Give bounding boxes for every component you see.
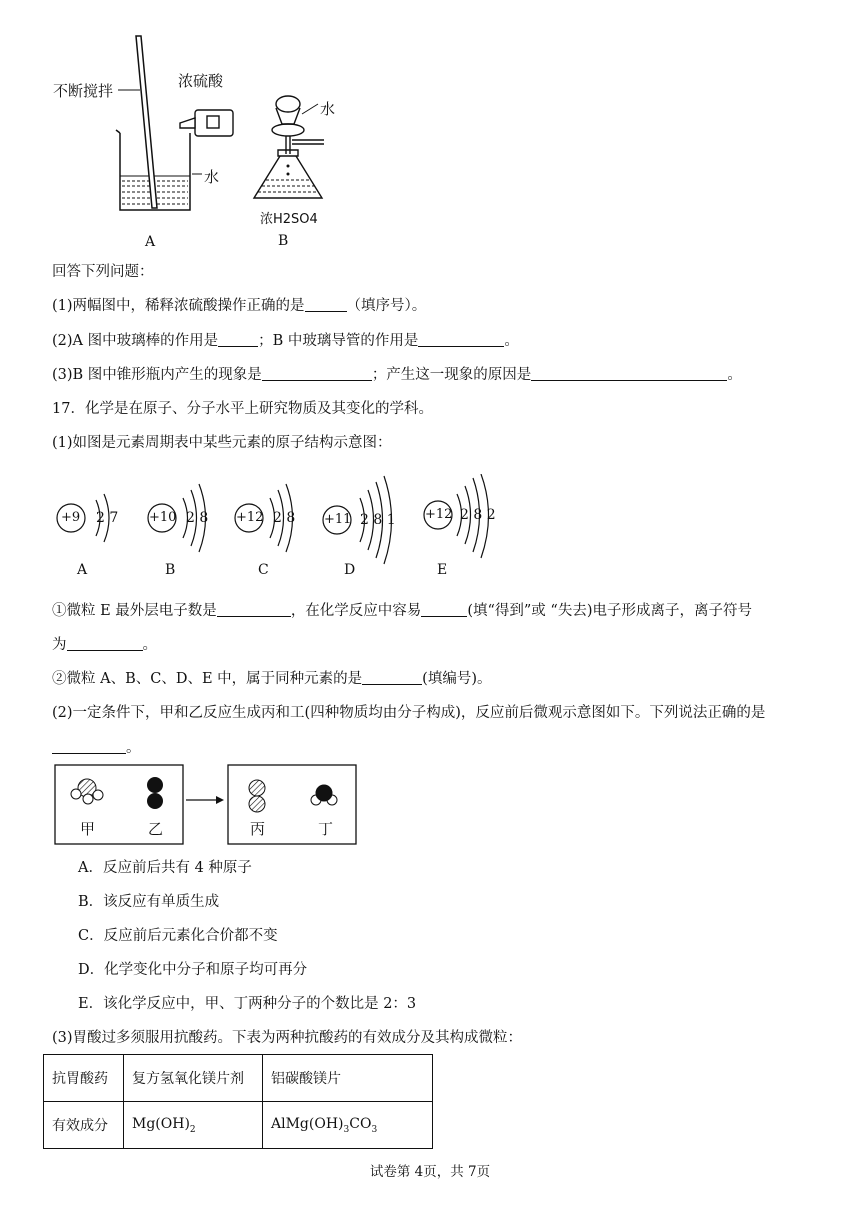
q17-sub1-text-c: (填“得到”或 “失去)电子形成离子，离子符号 <box>467 603 752 619</box>
q17-sub1-text-e: 。 <box>142 637 157 653</box>
q17-sub2 <box>52 669 491 689</box>
answer-blank <box>67 636 143 651</box>
answer-blank <box>421 602 467 617</box>
option-b: B．该反应有单质生成 <box>78 894 220 910</box>
q16-part2-text-a: (2)A 图中玻璃棒的作用是 <box>52 333 219 349</box>
table-row <box>44 1055 433 1102</box>
label-yi: 乙 <box>148 820 164 838</box>
atom-e-label: E <box>437 562 448 578</box>
table-cell: 铝碳酸镁片 <box>263 1055 433 1102</box>
page-footer: 试卷第 4页，共 7页 <box>369 1164 491 1180</box>
q17-sub1-text-d: 为 <box>52 637 67 653</box>
label-bing: 丙 <box>250 820 266 838</box>
atom-b-shells: 2 8 <box>186 510 209 526</box>
q16-part3-text-b: ；产生这一现象的原因是 <box>371 367 532 383</box>
option-d: D．化学变化中分子和原子均可再分 <box>78 962 308 978</box>
glass-rod <box>136 36 157 208</box>
antacid-table <box>43 1054 433 1149</box>
q16-part2-text-b: ；B 中玻璃导管的作用是 <box>258 333 419 349</box>
label-acid-b: 浓H2SO4 <box>260 212 318 227</box>
label-ding: 丁 <box>318 820 334 838</box>
table-cell <box>124 1102 263 1149</box>
label-acid-a: 浓硫酸 <box>178 72 224 90</box>
label-water-a: 水 <box>204 168 220 186</box>
flask-b <box>254 96 324 198</box>
atom-b-nucleus: +10 <box>149 510 177 525</box>
formula-sub: 2 <box>189 1124 196 1135</box>
acid-bottle-a <box>180 110 233 136</box>
atom-a-label: A <box>77 562 88 578</box>
q17-sub2-text-a: ②微粒 A、B、C、D、E 中，属于同种元素的是 <box>52 671 363 687</box>
caption-b: B <box>278 233 289 249</box>
q17-sub2-text-b: (填编号)。 <box>422 671 492 687</box>
molecule-yi <box>147 777 163 809</box>
atom-b-label: B <box>165 562 176 578</box>
molecule-bing <box>249 780 265 812</box>
table-cell: 有效成分 <box>44 1102 124 1149</box>
q16-intro: 回答下列问题： <box>52 264 154 280</box>
products-box <box>228 765 356 844</box>
answer-blank <box>362 670 422 685</box>
formula-almg-b: CO <box>349 1115 372 1132</box>
formula-sub: 3 <box>371 1124 378 1135</box>
q17-sub1-text-a: ①微粒 E 最外层电子数是 <box>52 603 217 619</box>
q16-part3-text-c: 。 <box>727 367 742 383</box>
answer-blank <box>217 602 291 617</box>
table-cell: 抗胃酸药 <box>44 1055 124 1102</box>
q17-part2: (2)一定条件下，甲和乙反应生成丙和工(四种物质均由分子构成)，反应前后微观示意图如下。下列说法正确的是 <box>52 705 766 721</box>
answer-blank <box>305 297 347 312</box>
q17-part2-cont <box>52 738 141 758</box>
label-stir: 不断搅拌 <box>53 82 114 100</box>
caption-a: A <box>145 234 156 250</box>
q16-part1-text-b: （填序号）。 <box>346 298 427 314</box>
answer-blank <box>52 739 126 754</box>
answer-blank <box>218 332 258 347</box>
table-row <box>44 1102 433 1149</box>
atom-c-shells: 2 8 <box>273 510 296 526</box>
flask-b-liquid <box>258 180 318 192</box>
answer-blank <box>418 332 504 347</box>
q16-part3-text-a: (3)B 图中锥形瓶内产生的现象是 <box>52 367 262 383</box>
answer-blank <box>531 366 727 381</box>
q17-part1: (1)如图是元素周期表中某些元素的原子结构示意图： <box>52 435 392 451</box>
q17-sub1-cont <box>52 635 157 655</box>
atom-d-label: D <box>344 562 356 578</box>
table-cell: 复方氢氧化镁片剂 <box>124 1055 263 1102</box>
option-a: A．反应前后共有 4 种原子 <box>78 860 252 876</box>
q17-part2-end: 。 <box>126 740 141 756</box>
atom-d-shells: 2 8 1 <box>360 512 396 528</box>
table-cell <box>263 1102 433 1149</box>
formula-almg-a: AlMg(OH) <box>271 1115 344 1132</box>
reactants-box <box>55 765 183 844</box>
atom-e-shells: 2 8 2 <box>460 507 496 523</box>
label-water-b: 水 <box>320 100 336 118</box>
formula-mgoh2: Mg(OH) <box>132 1115 190 1132</box>
atom-d-nucleus: +11 <box>324 512 352 527</box>
q17-sub1 <box>52 601 752 621</box>
q17-sub1-text-b: ，在化学反应中容易 <box>290 603 422 619</box>
atom-a-shells: 2 7 <box>96 510 119 526</box>
answer-blank <box>262 366 372 381</box>
q16-part2-text-c: 。 <box>504 333 519 349</box>
q16-part1 <box>52 296 426 316</box>
q17-stem: 17．化学是在原子、分子水平上研究物质及其变化的学科。 <box>52 401 433 417</box>
q16-part1-text-a: (1)两幅图中，稀释浓硫酸操作正确的是 <box>52 298 305 314</box>
q16-part2 <box>52 331 519 351</box>
atom-e-nucleus: +12 <box>425 507 453 522</box>
atom-c-nucleus: +12 <box>236 510 264 525</box>
formula-sub: 3 <box>343 1124 350 1135</box>
atom-structure-figure <box>52 474 522 584</box>
option-c: C．反应前后元素化合价都不变 <box>78 928 278 944</box>
molecule-ding <box>311 785 337 805</box>
reaction-diagram <box>54 764 358 846</box>
q16-part3 <box>52 365 742 385</box>
molecule-jia <box>71 779 103 804</box>
atom-c-label: C <box>258 562 269 578</box>
option-e: E．该化学反应中，甲、丁两种分子的个数比是 2：3 <box>78 996 417 1012</box>
label-jia: 甲 <box>80 820 96 838</box>
q17-part3: (3)胃酸过多须服用抗酸药。下表为两种抗酸药的有效成分及其构成微粒： <box>52 1030 523 1046</box>
atom-a-nucleus: +9 <box>61 510 81 525</box>
